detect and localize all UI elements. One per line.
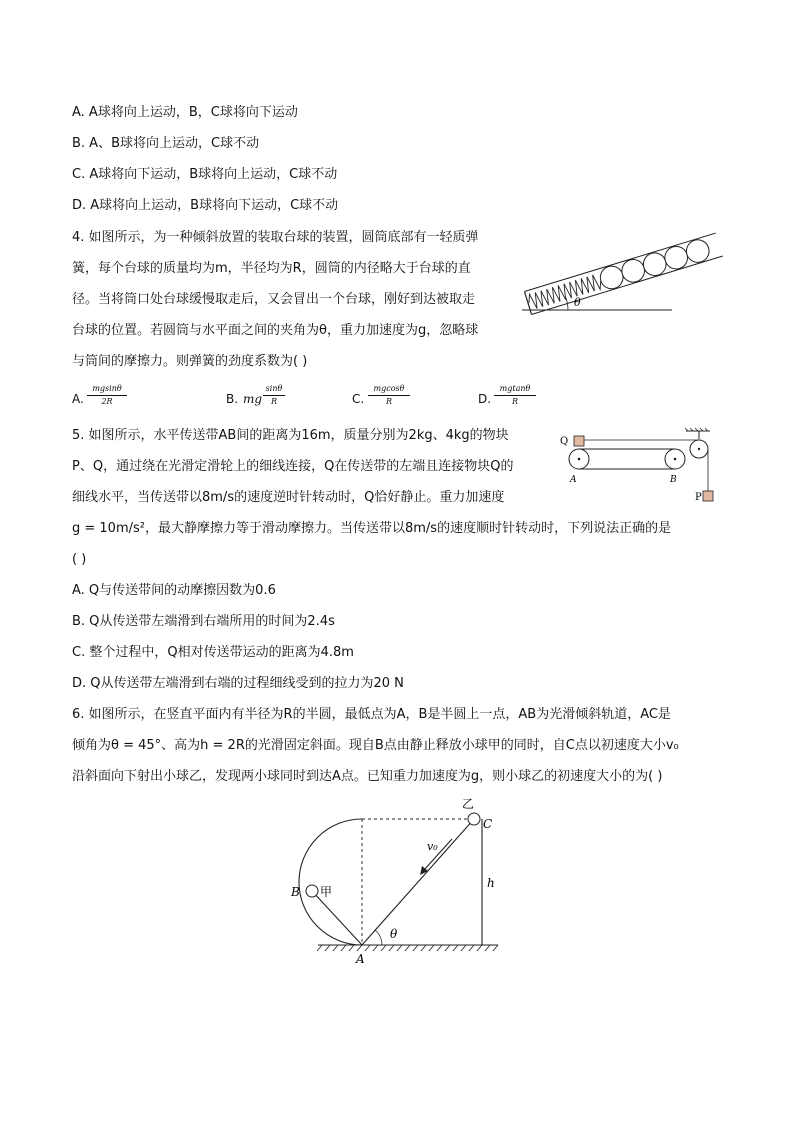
- q6-label-b: B: [291, 885, 300, 899]
- q4-option-a-denominator: 2R: [101, 397, 113, 406]
- q5-text-line1: 5. 如图所示，水平传送带AB间的距离为16m，质量分别为2kg、4kg的物块: [72, 428, 509, 443]
- q4-option-a-fraction: [87, 384, 127, 407]
- q5-text-line2: P、Q，通过绕在光滑定滑轮上的细线连接，Q在传送带的左端且连接物块Q的: [72, 459, 514, 474]
- q5-text-line5: ( ): [72, 552, 87, 567]
- q4-option-b-denominator: R: [270, 397, 278, 406]
- q5-label-b: B: [670, 475, 677, 485]
- q4-option-a-numerator: mgsinθ: [92, 384, 122, 393]
- q6-label-yi: 乙: [462, 797, 475, 811]
- q6-label-h: h: [487, 876, 495, 890]
- q4-option-b-fraction: [263, 384, 285, 407]
- q5-option-d: D. Q从传送带左端滑到右端的过程细线受到的拉力为20 N: [72, 676, 404, 691]
- q3-option-a: A. A球将向上运动，B，C球将向下运动: [72, 105, 298, 120]
- q5-option-b: B. Q从传送带左端滑到右端所用的时间为2.4s: [72, 614, 335, 629]
- q4-text-line4: 台球的位置。若圆筒与水平面之间的夹角为θ，重力加速度为g，忽略球: [72, 323, 479, 338]
- q3-option-c: C. A球将向下运动，B球将向上运动，C球不动: [72, 167, 338, 182]
- q6-label-jia: 甲: [320, 885, 333, 899]
- q4-option-b-label: B.: [226, 392, 239, 406]
- q5-label-q: Q: [560, 436, 569, 447]
- q4-text-line1: 4. 如图所示，为一种倾斜放置的装取台球的装置，圆筒底部有一轻质弹: [72, 230, 479, 245]
- q4-option-d-fraction: [494, 384, 536, 407]
- q4-option-d-numerator: mgtanθ: [499, 384, 531, 393]
- q5-option-a: A. Q与传送带间的动摩擦因数为0.6: [72, 583, 276, 598]
- q4-option-b-numerator: sinθ: [265, 384, 283, 393]
- q3-option-b: B. A、B球将向上运动，C球不动: [72, 136, 260, 151]
- q5-label-a: A: [570, 475, 577, 485]
- q4-option-d-denominator: R: [511, 397, 519, 406]
- q6-text-line2: 倾角为θ = 45°、高为h = 2R的光滑固定斜面。现自B点由静止释放小球甲的同时，自C点以初速度大小v₀: [72, 738, 679, 753]
- q4-tube-figure: [522, 226, 732, 316]
- q4-text-line3: 径。当将筒口处台球缓慢取走后，又会冒出一个台球，刚好到达被取走: [72, 292, 476, 307]
- q6-label-v0: v₀: [427, 840, 438, 853]
- q3-option-d: D. A球将向上运动，B球将向下运动，C球不动: [72, 198, 339, 213]
- q6-label-a: A: [356, 952, 365, 966]
- q4-text-line2: 簧，每个台球的质量均为m，半径均为R，圆筒的内径略大于台球的直: [72, 261, 471, 276]
- q6-label-c: C: [483, 817, 493, 831]
- q4-option-c-fraction: [368, 384, 410, 407]
- q5-text-line3: 细线水平，当传送带以8m/s的速度逆时针转动时，Q恰好静止。重力加速度: [72, 490, 505, 505]
- q4-theta-label: θ: [574, 296, 581, 309]
- q5-label-p: P: [695, 492, 702, 503]
- q5-conveyor-figure: [558, 428, 728, 510]
- q4-option-c-numerator: mgcosθ: [373, 384, 405, 393]
- q4-option-a-label: A.: [72, 392, 84, 406]
- q6-text-line1: 6. 如图所示，在竖直平面内有半径为R的半圆，最低点为A，B是半圆上一点，AB为光滑倾斜轨道，AC是: [72, 707, 671, 722]
- q5-text-line4: g = 10m/s²，最大静摩擦力等于滑动摩擦力。当传送带以8m/s的速度顺时针转动时，下列说法正确的是: [72, 521, 672, 536]
- q5-option-c: C. 整个过程中，Q相对传送带运动的距离为4.8m: [72, 645, 354, 660]
- q4-option-c-denominator: R: [385, 397, 393, 406]
- q4-option-d-label: D.: [478, 392, 492, 406]
- q6-label-theta: θ: [390, 927, 398, 941]
- q4-option-c-label: C.: [352, 392, 365, 406]
- q6-text-line3: 沿斜面向下射出小球乙，发现两小球同时到达A点。已知重力加速度为g，则小球乙的初速度大小的为( ): [72, 769, 663, 784]
- q4-text-line5: 与筒间的摩擦力。则弹簧的劲度系数为( ): [72, 354, 308, 369]
- q4-option-b-lead: mg: [243, 392, 263, 406]
- q6-figure: [290, 795, 500, 970]
